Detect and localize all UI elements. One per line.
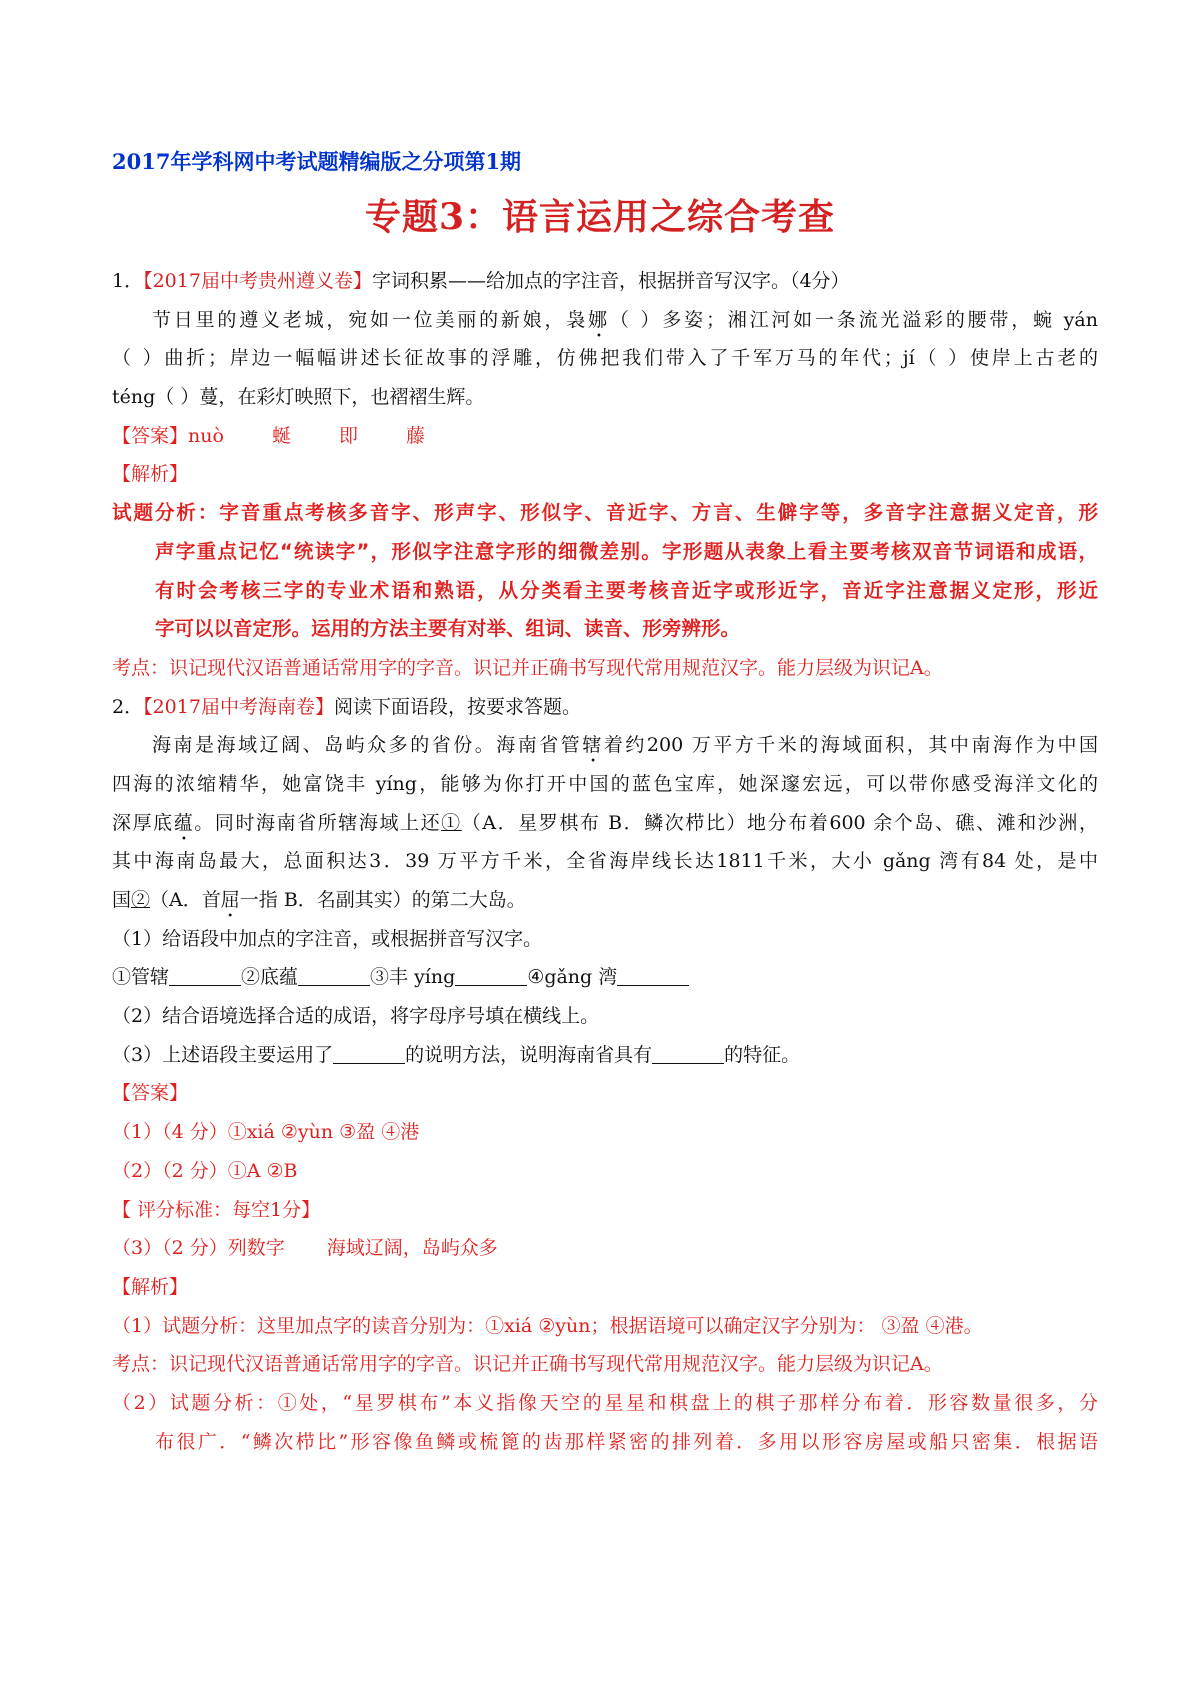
- q2-kaodian: 考点：识记现代汉语普通话常用字的字音。识记并正确书写现代常用规范汉字。能力层级为识记A。: [112, 1353, 943, 1376]
- q2-passage-text: 海南是海域辽阔、岛屿众多的省份。海南省管: [152, 734, 583, 757]
- q2-sub3-text: 的说明方法，说明海南省具有: [405, 1043, 653, 1066]
- q2-explanation-2-cont: 布很广．“鳞次栉比”形容像鱼鳞或梳篦的齿那样紧密的排列着．多用以形容房屋或船只密集．根据语: [155, 1430, 1098, 1453]
- q2-dotted-char: 屈: [220, 889, 240, 911]
- page-title: 专题3：语言运用之综合考查: [364, 196, 836, 238]
- answer-item: 即: [338, 424, 358, 447]
- fill-item: ①管辖: [112, 966, 170, 989]
- jiexi-label: 【解析】: [112, 1275, 189, 1298]
- q1-source: 【2017届中考贵州遵义卷】: [143, 270, 372, 292]
- q2-passage-line: 其中海南岛最大，总面积达3．39 万平方千米，全省海岸线长达1811千米，大小 gǎng 湾有84 处，是中: [112, 850, 1098, 873]
- q2-dotted-char: 辖: [582, 734, 604, 757]
- answer-blank[interactable]: [298, 984, 370, 986]
- q2-passage-text: 深厚底: [112, 811, 174, 834]
- answer-label: 【答案】: [112, 424, 189, 447]
- q1-passage-text: （ ）多姿；湘江河如一条流光溢彩的腰带，蜿 yán: [609, 308, 1098, 331]
- q1-analysis-line: 字可以以音定形。运用的方法主要有对举、组词、读音、形旁辨形。: [155, 617, 741, 641]
- q2-blank-marker: ②: [131, 889, 151, 911]
- q1-kaodian: 考点：识记现代汉语普通话常用字的字音。识记并正确书写现代常用规范汉字。能力层级为识记A。: [112, 656, 943, 679]
- q2-header: [112, 688, 1098, 727]
- q1-prompt: 字词积累——给加点的字注音，根据拼音写汉字。（4分）: [371, 270, 850, 292]
- q1-passage-line: téng（ ）蔓，在彩灯映照下，也褶褶生辉。: [112, 386, 485, 409]
- fill-item: ④gǎng 湾: [527, 966, 618, 989]
- answer-label: 【答案】: [112, 1082, 189, 1105]
- q1-answer: [112, 417, 1098, 456]
- answer-item: 藤: [405, 424, 425, 447]
- q2-explanation-1: （1）试题分析：这里加点字的读音分别为：①xiá ②yùn；根据语境可以确定汉字分别为： ③盈 ④港。: [112, 1314, 983, 1337]
- jiexi-label: 【解析】: [112, 463, 189, 486]
- q1-analysis-line: 声字重点记忆“统读字”，形似字注意字形的细微差别。字形题从表象上看主要考核双音节词语和成语，: [155, 539, 1098, 563]
- q2-fill-line: [112, 958, 1098, 997]
- q1-analysis-line: 有时会考核三字的专业术语和熟语，从分类看主要考核音近字或形近字，音近字注意据义定形，形近: [155, 578, 1098, 602]
- q2-passage-line: 四海的浓缩精华，她富饶丰 yíng，能够为你打开中国的蓝色宝库，她深邃宏远，可以带你感受海洋文化的: [112, 772, 1098, 795]
- q2-sub2: （2）结合语境选择合适的成语，将字母序号填在横线上。: [112, 1005, 600, 1028]
- q2-passage-text: （A．星罗棋布 B．鳞次栉比）地分布着600 余个岛、礁、滩和沙洲，: [461, 811, 1098, 834]
- q1-dotted-char: 娜: [588, 308, 610, 331]
- q2-sub3: [112, 1036, 1098, 1075]
- q2-prompt: 阅读下面语段，按要求答题。: [333, 695, 581, 718]
- q2-explanation-2: （2）试题分析：①处，“星罗棋布”本义指像天空的星星和棋盘上的棋子那样分布着．形容数量很多，分: [112, 1391, 1098, 1414]
- q1-header: [112, 262, 1098, 301]
- document-body: [112, 262, 1098, 1461]
- q2-sub3-text: 的特征。: [724, 1043, 801, 1066]
- q2-passage-line: [112, 881, 1098, 920]
- answer-item: nuò: [188, 424, 224, 447]
- q2-scoring-standard: 【 评分标准：每空1分】: [112, 1198, 321, 1221]
- q2-answer-1: （1）（4 分）①xiá ②yùn ③盈 ④港: [112, 1121, 420, 1144]
- q1-passage-line: （ ）曲折；岸边一幅幅讲述长征故事的浮雕，仿佛把我们带入了千军万马的年代；jí（ ）使岸上古老的: [112, 347, 1098, 370]
- q2-answer-3: [112, 1229, 1098, 1268]
- q2-passage-line: [112, 726, 1098, 765]
- answer-blank[interactable]: [617, 984, 689, 986]
- q1-analysis-line: 试题分析：字音重点考核多音字、形声字、形似字、音近字、方言、生僻字等，多音字注意据义定音，形: [112, 501, 1098, 525]
- q2-dotted-char: 蕴: [173, 811, 195, 834]
- answer-item: 蜒: [271, 424, 291, 447]
- q2-sub1: （1）给语段中加点的字注音，或根据拼音写汉字。: [112, 927, 543, 950]
- q2-passage-text: （A．首: [150, 889, 221, 911]
- q2-passage-text: 一指 B．名副其实）的第二大岛。: [239, 889, 526, 911]
- q2-sub3-text: （3）上述语段主要运用了: [112, 1043, 334, 1066]
- answer-blank[interactable]: [652, 1062, 724, 1064]
- q2-passage-text: 。同时海南省所辖海域上还: [194, 811, 442, 834]
- answer-blank[interactable]: [455, 984, 527, 986]
- q1-passage-line: [112, 301, 1098, 340]
- q2-source: 【2017届中考海南卷】: [143, 695, 334, 718]
- q2-answer-2: （2）（2 分）①A ②B: [112, 1159, 298, 1182]
- answer-blank[interactable]: [333, 1062, 405, 1064]
- q2-number: 2．: [112, 695, 144, 718]
- q2-passage-text: 着约200 万平方千米的海域面积，其中南海作为中国: [603, 734, 1098, 757]
- fill-item: ③丰 yíng: [370, 966, 456, 989]
- q2-answer-3-method: （3）（2 分）列数字: [112, 1237, 285, 1260]
- series-heading: 2017年学科网中考试题精编版之分项第1期: [112, 149, 522, 174]
- q2-blank-marker: ①: [441, 811, 462, 834]
- q2-passage-text: 国: [112, 889, 132, 911]
- q2-answer-3-feature: 海域辽阔，岛屿众多: [326, 1237, 498, 1260]
- q2-passage-line: [112, 804, 1098, 843]
- q1-number: 1．: [112, 270, 144, 292]
- fill-item: ②底蕴: [241, 966, 299, 989]
- answer-blank[interactable]: [169, 984, 241, 986]
- q1-passage-text: 节日里的遵义老城，宛如一位美丽的新娘，袅: [152, 308, 589, 331]
